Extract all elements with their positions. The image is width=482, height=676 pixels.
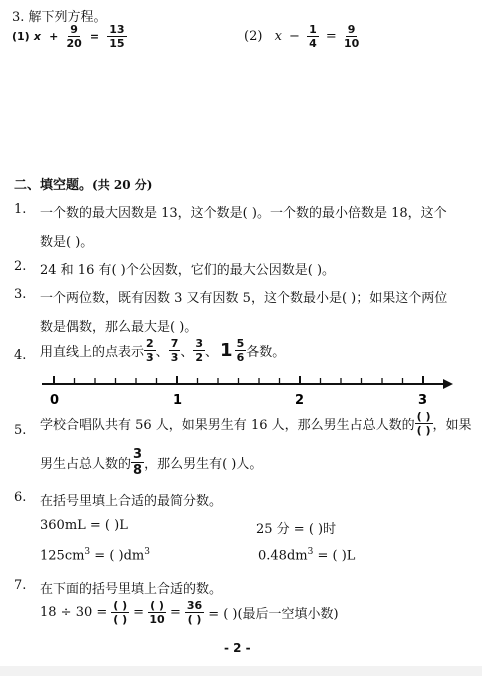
item-7-lhs: 18 ÷ 30 =: [40, 605, 108, 620]
item-6-c-mid: = ( )dm: [90, 548, 145, 564]
eq2-equals: =: [325, 29, 337, 44]
number-line: [36, 372, 456, 408]
number-line-label-3: 3: [418, 393, 428, 408]
item-5-text-a: 学校合唱队共有 56 人，如果男生有 16 人，那么男生占总人数的: [40, 418, 415, 433]
eq1-equals: =: [89, 30, 100, 43]
item-4-sep-3: 、: [205, 345, 219, 360]
item-5-blank-fraction: $\frac{( )}{( )}$: [416, 410, 431, 437]
equation-2: [244, 24, 359, 49]
item-7-number: 7.: [14, 578, 27, 593]
eq1-op: +: [49, 30, 59, 43]
item-2-line1: 24 和 16 有( )个公因数，它们的最大公因数是( )。: [40, 263, 336, 278]
eq2-prefix: (2): [244, 29, 263, 44]
eq1-frac2: $\frac{13}{15}$: [109, 23, 125, 50]
item-2-number: 2.: [14, 259, 27, 274]
item-4-frac-2-3: $\frac{2}{3}$: [146, 337, 154, 364]
item-6-d: [258, 547, 355, 563]
page-number: - 2 -: [224, 641, 251, 655]
eq1-var: x: [33, 30, 41, 43]
item-6-d-pre: 0.48dm: [258, 548, 308, 564]
eq2-frac2: $\frac{9}{10}$: [343, 23, 360, 50]
q3-heading: 3. 解下列方程。: [12, 10, 107, 25]
item-7-frac-3: $\frac{36}{( )}$: [186, 599, 203, 626]
section-title-text: 二、填空题。: [14, 178, 93, 193]
item-5-line2: [40, 448, 262, 477]
item-5-number: 5.: [14, 423, 27, 438]
number-line-label-0: 0: [50, 393, 60, 408]
item-6-b: 25 分 = ( )时: [256, 522, 337, 537]
item-7-frac-2: $\frac{( )}{10}$: [149, 599, 165, 626]
eq2-op: −: [289, 29, 300, 44]
item-5-text-c: 男生占总人数的: [40, 457, 132, 472]
item-4-sep-1: 、: [155, 345, 169, 360]
item-4-frac-7-3: $\frac{7}{3}$: [170, 337, 179, 364]
item-4-number: 4.: [14, 348, 27, 363]
equation-1: [12, 24, 127, 49]
item-3-line1: 一个两位数，既有因数 3 又有因数 5，这个数最小是( )；如果这个两位: [40, 291, 448, 306]
item-6-c-exp2: 3: [144, 547, 150, 557]
section-score: (共 20 分): [92, 178, 153, 192]
item-6-c-exp: 3: [84, 547, 91, 557]
item-6-number: 6.: [14, 490, 27, 505]
number-line-ticks: [54, 376, 423, 384]
item-7-line1: 在下面的括号里填上合适的数。: [40, 582, 223, 597]
item-7-equation: [40, 600, 339, 625]
item-1-line2: 数是( )。: [40, 235, 94, 250]
section-title: [14, 174, 152, 193]
item-7-eq-1: =: [133, 605, 145, 620]
item-4-frac-3-2: $\frac{3}{2}$: [195, 337, 204, 364]
number-line-label-2: 2: [295, 393, 305, 408]
item-3-line2: 数是偶数，那么最大是( )。: [40, 320, 198, 335]
item-6-d-mid: = ( )L: [313, 548, 356, 564]
item-4-text: 用直线上的点表示: [40, 345, 145, 360]
eq1-frac1: $\frac{9}{20}$: [66, 23, 82, 50]
eq2-frac1: $\frac{1}{4}$: [309, 23, 317, 50]
eq1-prefix: (1): [12, 30, 30, 43]
item-6-line1: 在括号里填上合适的最简分数。: [40, 494, 223, 509]
item-6-a: 360mL = ( )L: [40, 518, 128, 533]
item-1-number: 1.: [14, 202, 27, 217]
bottom-strip: [0, 666, 482, 676]
item-6-c-pre: 125cm: [40, 548, 85, 564]
number-line-label-1: 1: [173, 393, 183, 408]
item-4-sep-2: 、: [180, 345, 194, 360]
item-3-number: 3.: [14, 287, 27, 302]
item-5-line1: [40, 411, 472, 436]
item-7-tail: = ( )(最后一空填小数): [208, 607, 339, 622]
item-4-frac-5-6: $\frac{5}{6}$: [236, 337, 245, 364]
item-6-d-exp: 3: [307, 547, 314, 557]
item-4-mixed-int: 1: [220, 340, 233, 361]
item-4-suffix: 各数。: [246, 345, 286, 360]
number-line-arrow: [443, 379, 453, 389]
item-1-line1: 一个数的最大因数是 13，这个数是( )。一个数的最小倍数是 18，这个: [40, 206, 447, 221]
item-5-text-d: ，那么男生有( )人。: [144, 457, 263, 472]
eq2-var: x: [274, 29, 282, 44]
item-5-text-b: ，如果: [432, 418, 472, 433]
item-6-c: [40, 547, 150, 563]
item-7-eq-2: =: [169, 605, 181, 620]
item-5-frac-3-8: $\frac{3}{8}$: [133, 447, 143, 478]
item-4-line: [40, 338, 285, 363]
item-7-frac-1: $\frac{( )}{( )}$: [113, 599, 128, 626]
